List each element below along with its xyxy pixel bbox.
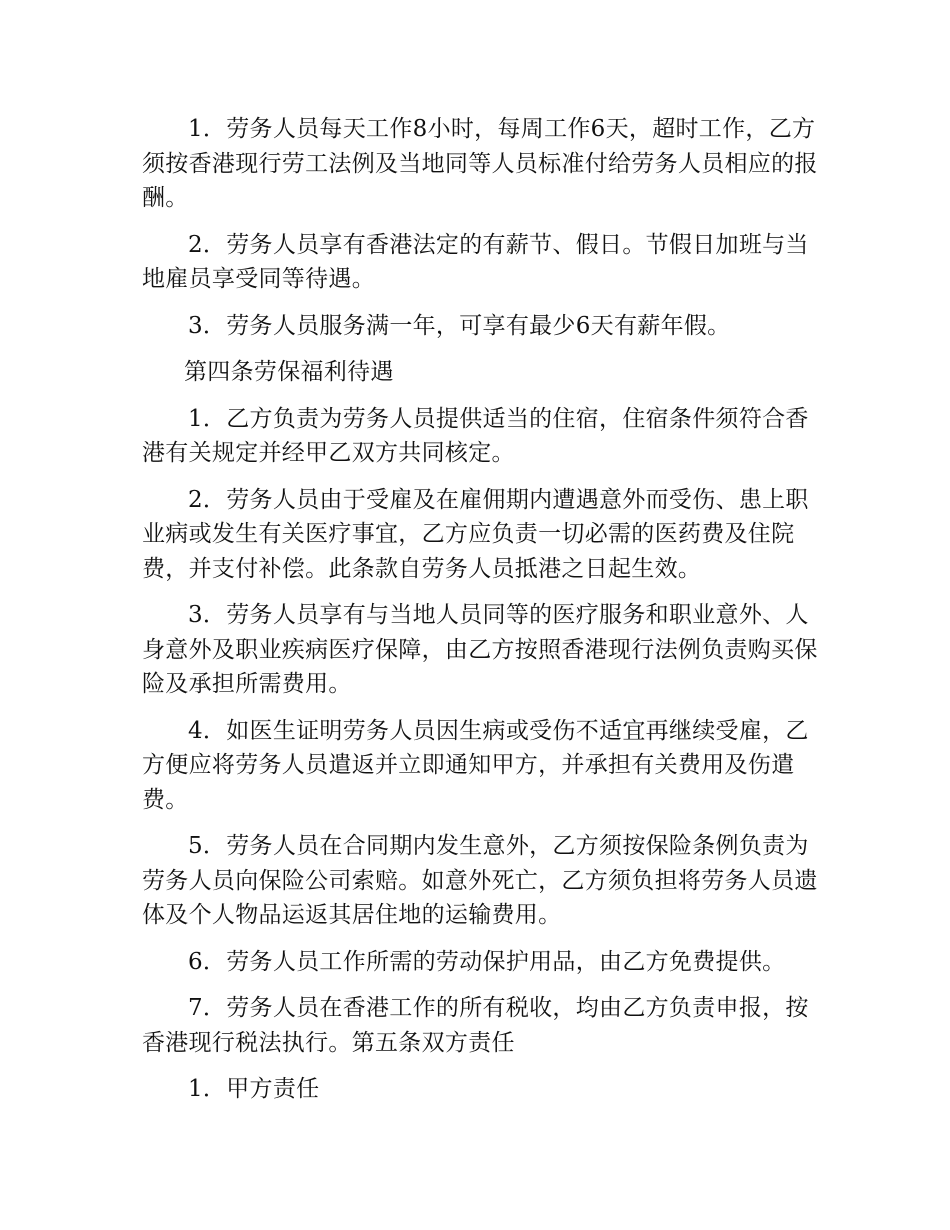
- paragraph-annual-leave: 3．劳务人员服务满一年，可享有最少6天有薪年假。: [188, 312, 731, 339]
- paragraph-accommodation: 1．乙方负责为劳务人员提供适当的住宿，住宿条件须符合香港有关规定并经甲乙双方共同核定。: [142, 405, 809, 466]
- paragraph-work-hours: 1．劳务人员每天工作8小时，每周工作6天，超时工作，乙方须按香港现行劳工法例及当地同等人员标准付给劳务人员相应的报酬。: [142, 116, 818, 211]
- paragraph-repatriation: 4．如医生证明劳务人员因生病或受伤不适宜再继续受雇，乙方便应将劳务人员遣返并立即通知甲方，并承担有关费用及伤遣费。: [142, 717, 809, 813]
- paragraph-insurance: 3．劳务人员享有与当地人员同等的医疗服务和职业意外、人身意外及职业疾病医疗保障，由乙方按照香港现行法例负责购买保险及承担所需费用。: [142, 602, 818, 697]
- paragraph-paid-holidays: 2．劳务人员享有香港法定的有薪节、假日。节假日加班与当地雇员享受同等待遇。: [142, 231, 809, 292]
- paragraph-medical-expenses: 2．劳务人员由于受雇及在雇佣期内遭遇意外而受伤、患上职业病或发生有关医疗事宜，乙方应负责一切必需的医药费及住院费，并支付补偿。此条款自劳务人员抵港之日起生效。: [142, 486, 809, 582]
- paragraph-party-a-responsibilities: 1．甲方责任: [188, 1076, 320, 1102]
- paragraph-protective-equipment: 6．劳务人员工作所需的劳动保护用品，由乙方免费提供。: [188, 948, 786, 975]
- paragraph-taxation: 7．劳务人员在香港工作的所有税收，均由乙方负责申报，按香港现行税法执行。第五条双方责任: [142, 995, 809, 1056]
- section-heading-article-4: 第四条劳保福利待遇: [184, 359, 394, 385]
- document-body: [142, 112, 822, 1119]
- paragraph-accident-claims: 5．劳务人员在合同期内发生意外，乙方须按保险条例负责为劳务人员向保险公司索赔。如意外死亡，乙方须负担将劳务人员遗体及个人物品运返其居住地的运输费用。: [142, 833, 818, 928]
